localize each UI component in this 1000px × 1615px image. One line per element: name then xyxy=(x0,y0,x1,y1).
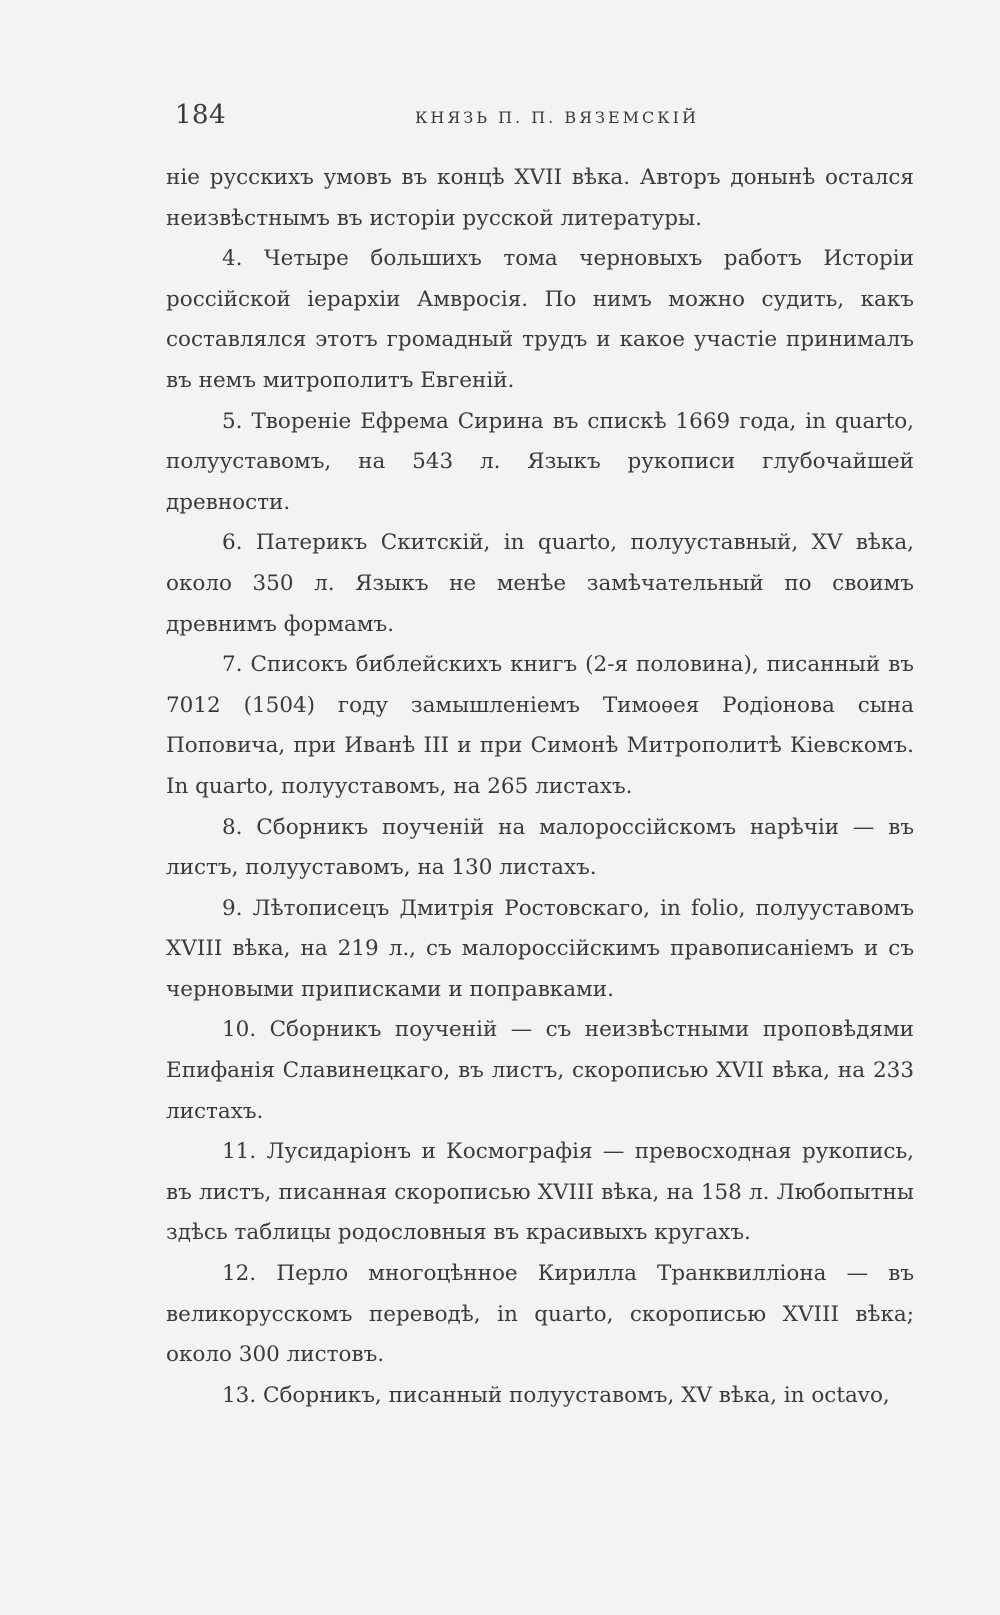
page-number: 184 xyxy=(175,100,227,130)
list-item-9: 9. Лѣтописецъ Дмитрія Ростовскаго, in folio, полууставомъ XVIII вѣка, на 219 л., съ малороссійскимъ правописаніемъ и съ черновыми приписками и поправками. xyxy=(166,895,914,1002)
list-item-13: 13. Сборникъ, писанный полууставомъ, XV вѣка, in octavo, xyxy=(222,1382,890,1408)
list-item-7: 7. Списокъ библейскихъ книгъ (2-я половина), писанный въ 7012 (1504) году замышленіемъ Тимоѳея Родіонова сына Поповича, при Иванѣ III и при Симонѣ Митрополитѣ Кіевскомъ. In quarto, полууставомъ, на 265 листахъ. xyxy=(166,652,914,799)
list-item-5: 5. Твореніе Ефрема Сирина въ спискѣ 1669 года, in quarto, полууставомъ, на 543 л. Языкъ рукописи глубочайшей древности. xyxy=(166,408,914,515)
list-item-6: 6. Патерикъ Скитскій, in quarto, полууставный, XV вѣка, около 350 л. Языкъ не менѣе замѣчательный по своимъ древнимъ формамъ. xyxy=(166,530,914,637)
list-item-10: 10. Сборникъ поученій — съ неизвѣстными проповѣдями Епифанія Славинецкаго, въ листъ, скорописью XVII вѣка, на 233 листахъ. xyxy=(166,1017,914,1124)
list-item-8: 8. Сборникъ поученій на малороссійскомъ нарѣчіи — въ листъ, полууставомъ, на 130 листахъ. xyxy=(166,814,914,881)
list-item-11: 11. Лусидаріонъ и Космографія — превосходная рукопись, въ листъ, писанная скорописью XVIII вѣка, на 158 л. Любопытны здѣсь таблицы родословныя въ красивыхъ кругахъ. xyxy=(166,1139,914,1246)
running-head xyxy=(175,100,920,140)
body-text xyxy=(166,158,914,1416)
running-title: КНЯЗЬ П. П. ВЯЗЕМСКІЙ xyxy=(415,108,699,127)
list-item-4: 4. Четыре большихъ тома черновыхъ работъ Исторіи россійской іерархіи Амвросія. По нимъ можно судить, какъ составлялся этотъ громадный трудъ и какое участіе принималъ въ немъ митрополитъ Евгеній. xyxy=(166,246,914,393)
list-item-12: 12. Перло многоцѣнное Кирилла Транквилліона — въ великорусскомъ переводѣ, in quarto, скорописью XVIII вѣка; около 300 листовъ. xyxy=(166,1261,914,1368)
paragraph-continued: ніе русскихъ умовъ въ концѣ XVII вѣка. Авторъ донынѣ остался неизвѣстнымъ въ исторіи русской литературы. xyxy=(166,165,914,231)
